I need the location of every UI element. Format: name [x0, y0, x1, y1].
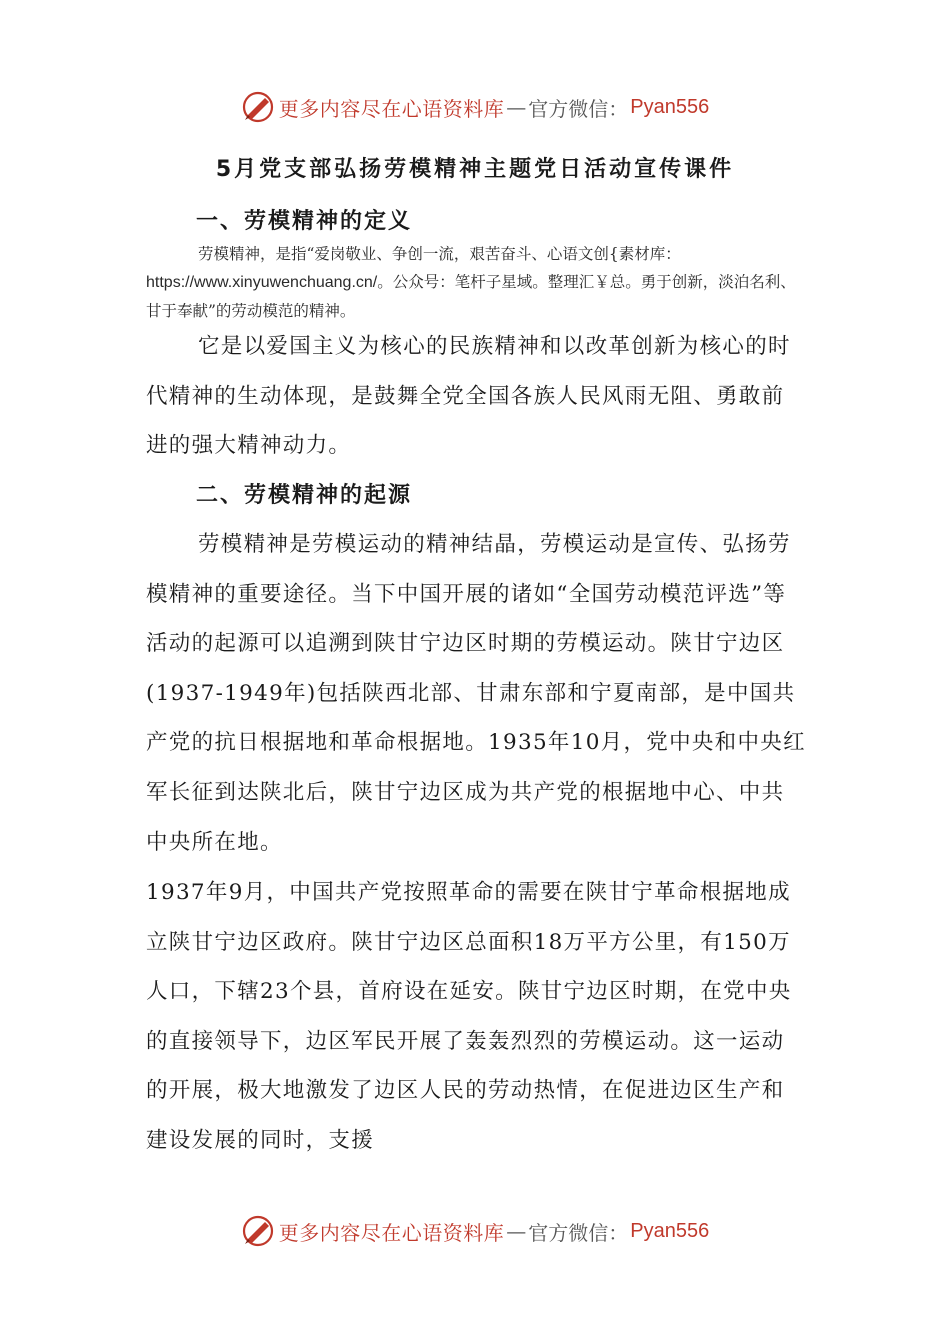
- section1-paragraph: 它是以爱国主义为核心的民族精神和以改革创新为核心的时代精神的生动体现，是鼓舞全党全国各族人民风雨无阻、勇敢前进的强大精神动力。: [146, 334, 791, 459]
- banner-wechat-id: Pyan556: [630, 95, 710, 118]
- section1-heading: 一、劳模精神的定义: [196, 209, 413, 234]
- pen-logo-icon: [241, 1214, 275, 1248]
- section2-paragraph-2: 1937年9月，中国共产党按照革命的需要在陕甘宁革命根据地成立陕甘宁边区政府。陕甘宁边区总面积18万平方公里，有150万人口，下辖23个县，首府设在延安。陕甘宁边区时期，在党中央的直接领导下，边区军民开展了轰轰烈烈的劳模运动。这一运动的开展，极大地激发了边区人民的劳动热情，在促进边区生产和建设发展的同时，支援: [146, 880, 792, 1153]
- banner-slogan: 更多内容尽在心语资料库: [278, 96, 505, 121]
- banner-dash: —: [506, 1219, 527, 1243]
- banner-wechat-id: Pyan556: [630, 1219, 710, 1242]
- banner-dash: —: [506, 95, 527, 119]
- section1-definition: [146, 240, 801, 325]
- definition-text-1: 劳模精神，是指“爱岗敬业、争创一流，艰苦奋斗、心语文创{素材库：: [198, 245, 681, 263]
- footer-banner: [0, 1206, 950, 1256]
- document-title: 5月党支部弘扬劳模精神主题党日活动宣传课件: [215, 157, 735, 182]
- section2-paragraph-1: 劳模精神是劳模运动的精神结晶，劳模运动是宣传、弘扬劳模精神的重要途径。当下中国开展的诸如“全国劳动模范评选”等活动的起源可以追溯到陕甘宁边区时期的劳模运动。陕甘宁边区(1937-1949年)包括陕西北部、甘肃东部和宁夏南部，是中国共产党的抗日根据地和革命根据地。1935年10月，党中央和中央红军长征到达陕北后，陕甘宁边区成为共产党的根据地中心、中共中央所在地。: [146, 532, 806, 855]
- banner-slogan: 更多内容尽在心语资料库: [278, 1220, 505, 1245]
- definition-url: https://www.xinyuwenchuang.cn/: [146, 274, 378, 291]
- banner-wechat-label: 官方微信：: [528, 1220, 629, 1245]
- banner-wechat-label: 官方微信：: [528, 96, 629, 121]
- definition-text-2: 。公众号：笔杆子星域。整理汇￥总。勇于创新，淡泊名利、甘于奉献”的劳动模范的精神。: [146, 273, 796, 320]
- pen-logo-icon: [241, 90, 275, 124]
- header-banner: [0, 82, 950, 132]
- section2-heading: 二、劳模精神的起源: [196, 483, 413, 508]
